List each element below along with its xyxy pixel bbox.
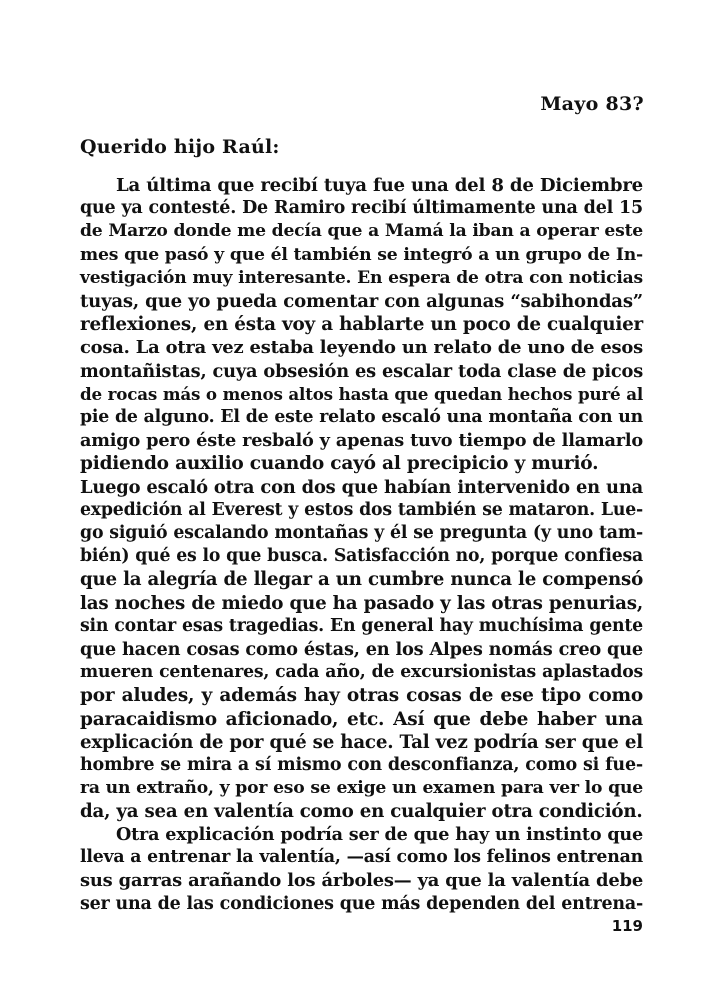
letter-date: Mayo 83? (540, 93, 644, 115)
text-line: sus garras arañando los árboles— ya que la valentía debe (80, 870, 643, 892)
text-line: que hacen cosas como éstas, en los Alpes nomás creo que (80, 639, 643, 661)
text-line: hombre se mira a sí mismo con desconfianza, como si fue- (80, 755, 643, 776)
text-line: ser una de las condiciones que más dependen del entrena- (80, 893, 643, 914)
page-number: 119 (611, 917, 643, 935)
text-line: explicación de por qué se hace. Tal vez podría ser que el (80, 731, 643, 753)
text-line: mes que pasó y que él también se integró a un grupo de In- (80, 244, 643, 265)
text-line: pie de alguno. El de este relato escaló una montaña con un (80, 407, 643, 428)
text-line: que la alegría de llegar a un cumbre nunca le compensó (80, 569, 643, 591)
text-line: las noches de miedo que ha pasado y las otras penurias, (80, 592, 643, 614)
text-line: de Marzo donde me decía que a Mamá la iban a operar este (80, 221, 643, 242)
text-line: cosa. La otra vez estaba leyendo un relato de uno de esos (80, 337, 643, 359)
text-line: amigo pero éste resbaló y apenas tuvo tiempo de llamarlo (80, 430, 643, 452)
text-line: que ya contesté. De Ramiro recibí últimamente una del 15 (80, 198, 643, 219)
text-line: mueren centenares, cada año, de excursionistas aplastados (80, 662, 643, 683)
text-line: sin contar esas tragedias. En general hay muchísima gente (80, 615, 643, 636)
letter-body-main (80, 174, 643, 824)
text-line: tuyas, que yo pueda comentar con algunas “sabihondas” (80, 291, 643, 313)
letter-body-continued (80, 823, 643, 916)
text-line: go siguió escalando montañas y él se pregunta (y uno tam- (80, 523, 643, 544)
text-line: La última que recibí tuya fue una del 8 de Diciembre (116, 175, 643, 196)
text-line: Luego escaló otra con dos que habían intervenido en una (80, 476, 643, 498)
text-line: pidiendo auxilio cuando cayó al precipicio y murió. (80, 453, 599, 475)
text-line: vestigación muy interesante. En espera de otra con noticias (80, 267, 643, 288)
text-line: lleva a entrenar la valentía, —así como los felinos entrenan (80, 847, 643, 868)
text-line: de rocas más o menos altos hasta que quedan hechos puré al (80, 383, 643, 404)
text-line: expedición al Everest y estos dos también se mataron. Lue- (80, 499, 643, 520)
text-line: bién) qué es lo que busca. Satisfacción no, porque confiesa (80, 546, 643, 567)
letter-salutation: Querido hijo Raúl: (80, 136, 280, 158)
text-line: Otra explicación podría ser de que hay un instinto que (116, 824, 643, 845)
text-line: ra un extraño, y por eso se exige un examen para ver lo que (80, 778, 643, 799)
text-line: paracaidismo aficionado, etc. Así que debe haber una (80, 708, 643, 730)
text-line: por aludes, y además hay otras cosas de ese tipo como (80, 685, 643, 707)
text-line: montañistas, cuya obsesión es escalar toda clase de picos (80, 360, 643, 382)
text-line: da, ya sea en valentía como en cualquier otra condición. (80, 801, 643, 823)
text-line: reflexiones, en ésta voy a hablarte un poco de cualquier (80, 314, 643, 336)
